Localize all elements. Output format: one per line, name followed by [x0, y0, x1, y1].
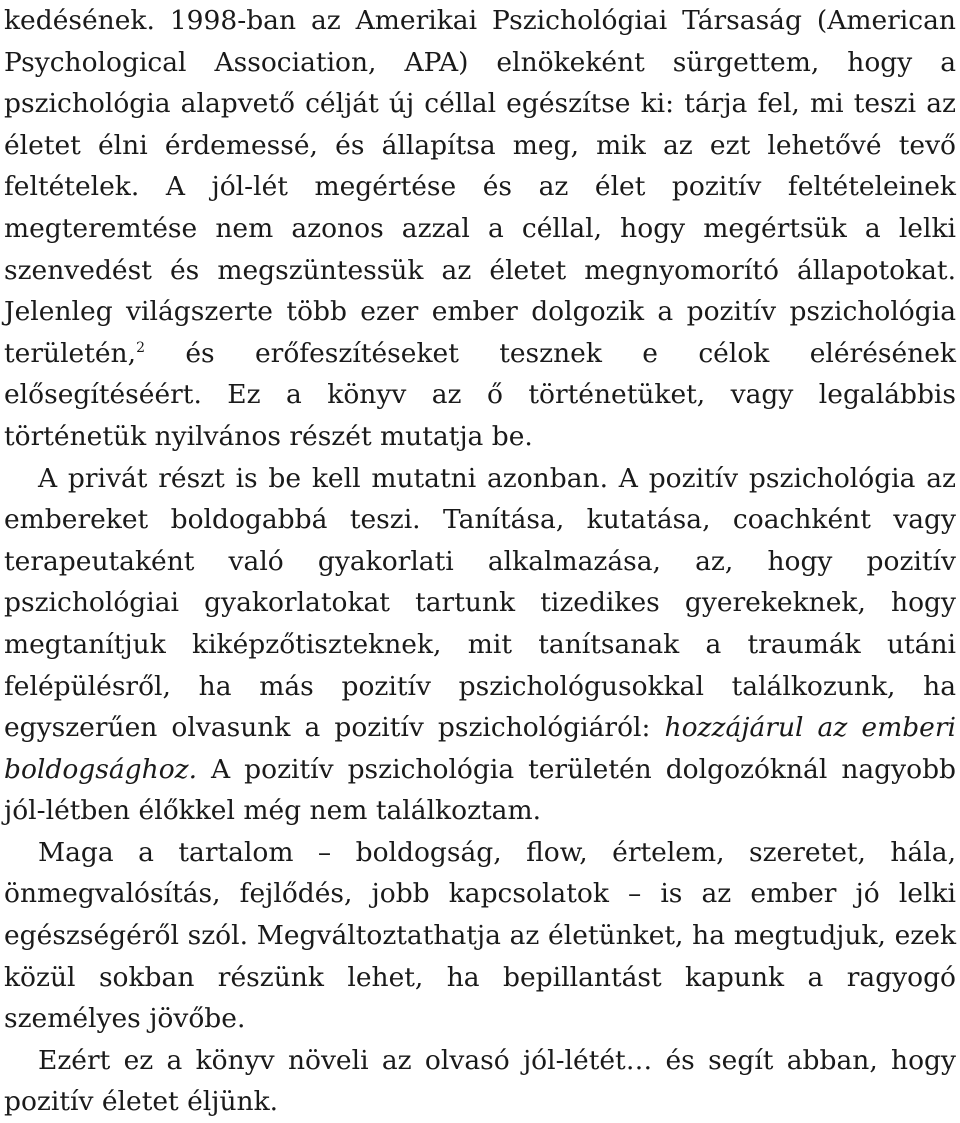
text-segment: Ezért ez a könyv növeli az olvasó jól-létét… és segít abban, hogy pozitív életet éljünk.: [4, 1044, 956, 1118]
text-segment: A pozitív pszichológia területén dolgozóknál nagyobb jól-létben élőkkel még nem találkoztam.: [4, 753, 956, 827]
text-segment: és erőfeszítéseket tesznek e célok elérésének elősegítéséért. Ez a könyv az ő történetüket, vagy legalábbis történetük nyilvános részét mutatja be.: [4, 337, 956, 452]
text-segment: kedésének. 1998-ban az Amerikai Pszichológiai Társaság (American Psychological Association, APA) elnökeként sürgettem, hogy a pszichológia alapvető célját új céllal egészítse ki: tárja fel, mi teszi az életet élni érdemessé, és állapítsa meg, mik az ezt lehetővé tevő feltételek. A jól-lét megértése és az élet pozitív feltételeinek megteremtése nem azonos azzal a céllal, hogy megértsük a lelki szenvedést és megszüntessük az életet megnyomorító állapotokat. Jelenleg világszerte több ezer ember dolgozik a pozitív pszichológia területén,: [4, 5, 956, 369]
footnote-marker[interactable]: 2: [136, 339, 145, 356]
paragraph-4: [4, 1040, 956, 1123]
text-segment: A privát részt is be kell mutatni azonban. A pozitív pszichológia az embereket boldogabbá teszi. Tanítása, kutatása, coachként vagy terapeutaként való gyakorlati alkalmazása, az, hogy pozitív pszichológiai gyakorlatokat tartunk tizedikes gyerekeknek, hogy megtanítjuk kiképzőtiszteknek, mit tanítsanak a traumák utáni felépülésről, ha más pozitív pszichológusokkal találkozunk, ha egyszerűen olvasunk a pozitív pszichológiáról:: [4, 462, 956, 744]
paragraph-1: [4, 0, 956, 458]
text-segment: Maga a tartalom – boldogság, flow, értelem, szeretet, hála, önmegvalósítás, fejlődés, jobb kapcsolatok – is az ember jó lelki egészségéről szól. Megváltoztathatja az életünket, ha megtudjuk, ezek közül sokban részünk lehet, ha bepillantást kapunk a ragyogó személyes jövőbe.: [4, 836, 956, 1035]
paragraph-2: [4, 458, 956, 832]
paragraph-3: [4, 832, 956, 1040]
emphasis-text: hozzájárul az emberi boldogsághoz.: [4, 712, 956, 785]
